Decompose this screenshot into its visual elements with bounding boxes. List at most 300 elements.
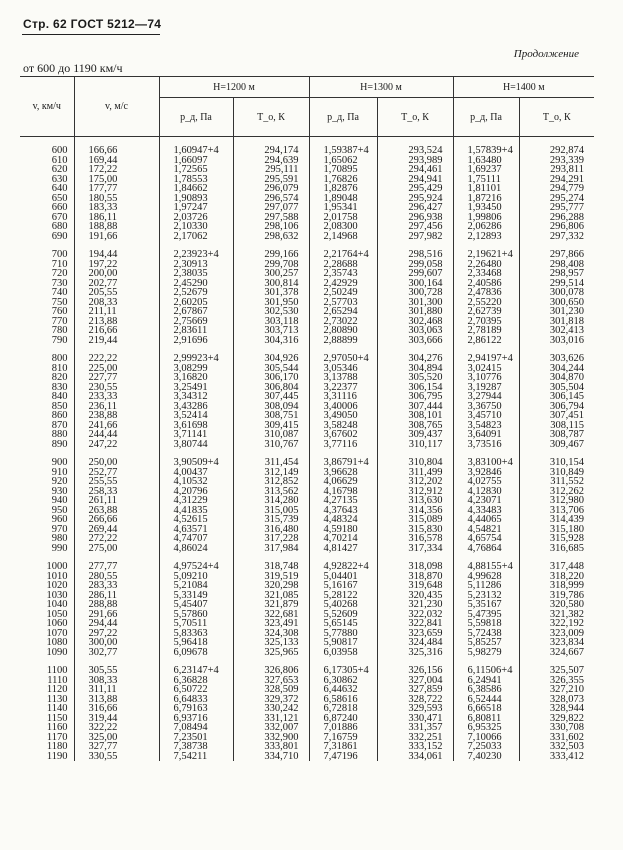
table-cell: 5,98279 [453,648,519,658]
table-cell: 690 [51,231,68,241]
table-cell: 309,415 [233,421,309,431]
table-cell: 308,787 [519,430,594,440]
table-cell: 5,21084 [159,581,233,591]
table-cell: 311,552 [519,477,594,487]
table-cell: 328,722 [377,695,453,705]
table-cell: 5,11286 [453,581,519,591]
table-cell: 297,866 [519,250,594,260]
table-cell: 330,471 [377,714,453,724]
table-cell: 325,133 [233,638,309,648]
table-cell: 3,13788 [309,373,377,383]
table-cell: 1,78553 [159,175,233,185]
table-cell: 294,639 [233,156,309,166]
table-cell: 208,33 [74,298,159,308]
group-spacer [20,241,594,250]
table-cell: 322,032 [377,610,453,620]
table-cell: 6,52444 [453,695,519,705]
table-row [20,194,594,204]
table-cell: 1,60947+4 [159,146,233,156]
table-cell: 3,45710 [453,411,519,421]
table-row [20,477,594,487]
table-cell: 3,67602 [309,430,377,440]
table-cell: 6,24941 [453,676,519,686]
table-cell: 5,57860 [159,610,233,620]
table-row [20,430,594,440]
table-cell: 1020 [46,581,68,591]
table-cell: 7,08494 [159,723,233,733]
table-cell: 6,09678 [159,648,233,658]
table-cell: 5,96418 [159,638,233,648]
table-cell: 320,580 [519,600,594,610]
table-cell: 302,530 [233,307,309,317]
table-row [20,534,594,544]
table-cell: 1,99806 [453,213,519,223]
table-cell: 1,57839+4 [453,146,519,156]
table-cell: 326,806 [233,666,309,676]
table-cell: 328,944 [519,704,594,714]
table-cell: 650 [51,193,68,203]
group-spacer [20,449,594,458]
table-cell: 312,980 [519,496,594,506]
table-cell: 307,445 [233,392,309,402]
table-cell: 6,03958 [309,648,377,658]
table-cell: 293,339 [519,156,594,166]
table-cell: 1,59387+4 [309,146,377,156]
table-cell: 310,117 [377,440,453,450]
table-cell: 300,257 [233,269,309,279]
table-cell: 1070 [46,628,68,638]
table-cell: 298,632 [233,232,309,242]
table-cell: 327,210 [519,685,594,695]
table-cell: 1160 [46,723,68,733]
table-cell: 6,50722 [159,685,233,695]
table-row [20,354,594,364]
table-cell: 325,507 [519,666,594,676]
table-cell: 4,02755 [453,477,519,487]
table-cell: 325,316 [377,648,453,658]
col-header-h1400: H=1400 м [453,77,594,98]
table-cell: 296,938 [377,213,453,223]
table-cell: 4,44065 [453,515,519,525]
table-cell: 1,65062 [309,156,377,166]
table-row [20,506,594,516]
table-cell: 4,63571 [159,525,233,535]
table-cell: 1,69237 [453,165,519,175]
table-cell: 216,66 [74,326,159,336]
table-cell: 2,42929 [309,279,377,289]
table-cell: 3,02415 [453,364,519,374]
table-row [20,288,594,298]
table-cell: 294,44 [74,619,159,629]
table-cell: 301,950 [233,298,309,308]
table-cell: 325,965 [233,648,309,658]
table-cell: 2,14968 [309,232,377,242]
table-cell: 4,12830 [453,487,519,497]
table-cell: 301,880 [377,307,453,317]
table-cell: 327,859 [377,685,453,695]
table-cell: 4,41835 [159,506,233,516]
col-header-t-3: T_о, К [519,98,594,137]
group-spacer [20,345,594,354]
table-cell: 1,84662 [159,184,233,194]
table-cell: 3,54823 [453,421,519,431]
table-cell: 1050 [46,609,68,619]
col-header-h1300: H=1300 м [309,77,453,98]
table-cell: 6,30862 [309,676,377,686]
table-row [20,364,594,374]
table-cell: 1120 [46,685,68,695]
table-cell: 810 [51,363,68,373]
table-cell: 1,82876 [309,184,377,194]
table-cell: 1,76826 [309,175,377,185]
table-cell: 301,230 [519,307,594,317]
table-cell: 305,544 [233,364,309,374]
table-cell: 332,900 [233,733,309,743]
table-cell: 327,653 [233,676,309,686]
table-cell: 316,480 [233,525,309,535]
table-cell: 5,16167 [309,581,377,591]
table-cell: 600 [51,146,68,156]
table-cell: 1,97247 [159,203,233,213]
table-cell: 6,95325 [453,723,519,733]
table-cell: 930 [51,486,68,496]
table-row [20,487,594,497]
table-cell: 301,378 [233,288,309,298]
table-row [20,648,594,658]
table-cell: 205,55 [74,288,159,298]
table-cell: 2,40586 [453,279,519,289]
table-row [20,213,594,223]
table-cell: 318,999 [519,581,594,591]
table-cell: 4,27135 [309,496,377,506]
table-cell: 330,708 [519,723,594,733]
table-row [20,610,594,620]
table-cell: 3,52414 [159,411,233,421]
table-cell: 175,00 [74,175,159,185]
table-cell: 4,52615 [159,515,233,525]
table-cell: 334,061 [377,752,453,762]
table-row [20,373,594,383]
table-cell: 295,111 [233,165,309,175]
table-cell: 2,94197+4 [453,354,519,364]
table-cell: 305,504 [519,383,594,393]
table-cell: 321,382 [519,610,594,620]
table-row [20,411,594,421]
table-cell: 314,356 [377,506,453,516]
table-row [20,752,594,762]
table-cell: 186,11 [74,213,159,223]
table-row [20,222,594,232]
table-cell: 6,38586 [453,685,519,695]
table-cell: 309,437 [377,430,453,440]
table-cell: 6,93716 [159,714,233,724]
table-cell: 6,72818 [309,704,377,714]
table-cell: 3,22377 [309,383,377,393]
table-cell: 329,593 [377,704,453,714]
table-cell: 330,242 [233,704,309,714]
table-cell: 321,085 [233,591,309,601]
table-cell: 322,192 [519,619,594,629]
table-cell: 890 [51,439,68,449]
table-cell: 5,83363 [159,629,233,639]
table-cell: 4,31229 [159,496,233,506]
table-cell: 298,516 [377,250,453,260]
table-cell: 294,291 [519,175,594,185]
table-cell: 303,713 [233,326,309,336]
table-cell: 850 [51,401,68,411]
table-cell: 3,80744 [159,440,233,450]
table-cell: 3,71141 [159,430,233,440]
table-cell: 1060 [46,619,68,629]
table-cell: 840 [51,392,68,402]
table-cell: 305,520 [377,373,453,383]
table-cell: 324,484 [377,638,453,648]
table-cell: 330,55 [74,752,159,762]
table-cell: 6,58616 [309,695,377,705]
table-cell: 310,767 [233,440,309,450]
table-row [20,685,594,695]
table-cell: 308,094 [233,402,309,412]
table-row [20,260,594,270]
table-cell: 314,280 [233,496,309,506]
table-cell: 323,009 [519,629,594,639]
table-cell: 247,22 [74,440,159,450]
table-cell: 292,874 [519,146,594,156]
table-cell: 308,115 [519,421,594,431]
table-cell: 299,708 [233,260,309,270]
table-cell: 258,33 [74,487,159,497]
table-cell: 970 [51,524,68,534]
table-cell: 7,47196 [309,752,377,762]
table-cell: 4,16798 [309,487,377,497]
table-cell: 4,06629 [309,477,377,487]
table-row [20,383,594,393]
table-cell: 310,804 [377,458,453,468]
table-cell: 297,22 [74,629,159,639]
table-cell: 295,777 [519,203,594,213]
table-cell: 255,55 [74,477,159,487]
table-cell: 960 [51,515,68,525]
table-cell: 332,251 [377,733,453,743]
table-cell: 300,814 [233,279,309,289]
table-cell: 315,739 [233,515,309,525]
col-header-v-ms: v, м/с [74,77,159,137]
table-cell: 250,00 [74,458,159,468]
table-cell: 296,806 [519,222,594,232]
table-cell: 301,300 [377,298,453,308]
table-cell: 323,659 [377,629,453,639]
table-row [20,525,594,535]
table-row [20,600,594,610]
table-cell: 2,78189 [453,326,519,336]
table-cell: 3,16820 [159,373,233,383]
table-cell: 6,23147+4 [159,666,233,676]
table-cell: 620 [51,165,68,175]
table-cell: 5,85257 [453,638,519,648]
table-cell: 326,156 [377,666,453,676]
table-cell: 299,607 [377,269,453,279]
col-header-h1200: H=1200 м [159,77,309,98]
table-cell: 4,20796 [159,487,233,497]
table-cell: 1110 [47,675,68,685]
table-cell: 3,49050 [309,411,377,421]
table-cell: 3,34312 [159,392,233,402]
table-cell: 4,23071 [453,496,519,506]
group-spacer [20,553,594,562]
table-cell: 319,44 [74,714,159,724]
table-cell: 304,244 [519,364,594,374]
table-cell: 5,35167 [453,600,519,610]
table-cell: 5,47395 [453,610,519,620]
table-cell: 3,90509+4 [159,458,233,468]
table-cell: 6,87240 [309,714,377,724]
table-row [20,704,594,714]
table-cell: 1,93450 [453,203,519,213]
table-cell: 300,650 [519,298,594,308]
table-cell: 303,063 [377,326,453,336]
table-cell: 304,316 [233,336,309,346]
table-cell: 312,852 [233,477,309,487]
table-cell: 302,77 [74,648,159,658]
table-cell: 295,924 [377,194,453,204]
table-cell: 2,88899 [309,336,377,346]
col-header-pd-2: p_д, Па [309,98,377,137]
table-cell: 304,894 [377,364,453,374]
col-header-v-kmh: v, км/ч [20,77,74,137]
table-cell: 780 [51,326,68,336]
table-row [20,317,594,327]
table-cell: 329,372 [233,695,309,705]
table-cell: 304,926 [233,354,309,364]
table-cell: 6,17305+4 [309,666,377,676]
table-cell: 318,220 [519,572,594,582]
table-cell: 4,99628 [453,572,519,582]
table-cell: 269,44 [74,525,159,535]
table-cell: 252,77 [74,468,159,478]
table-cell: 6,36828 [159,676,233,686]
table-cell: 3,10776 [453,373,519,383]
table-row [20,572,594,582]
table-cell: 3,05346 [309,364,377,374]
table-cell: 299,514 [519,279,594,289]
table-cell: 325,00 [74,733,159,743]
table-cell: 1000 [46,562,68,572]
table-row [20,146,594,156]
table-cell: 294,941 [377,175,453,185]
table-cell: 328,073 [519,695,594,705]
table-row [20,336,594,346]
table-cell: 4,97524+4 [159,562,233,572]
table-cell: 3,86791+4 [309,458,377,468]
table-cell: 2,57703 [309,298,377,308]
table-cell: 1040 [46,600,68,610]
table-cell: 2,52679 [159,288,233,298]
table-row [20,440,594,450]
table-cell: 310,154 [519,458,594,468]
table-cell: 306,795 [377,392,453,402]
table-cell: 316,578 [377,534,453,544]
table-row [20,250,594,260]
table-cell: 2,83611 [159,326,233,336]
table-cell: 7,38738 [159,742,233,752]
table-cell: 319,519 [233,572,309,582]
table-row [20,184,594,194]
table-cell: 177,77 [74,184,159,194]
table-cell: 298,106 [233,222,309,232]
table-cell: 303,016 [519,336,594,346]
table-cell: 4,86024 [159,544,233,554]
table-cell: 2,06286 [453,222,519,232]
table-cell: 1130 [46,694,68,704]
table-cell: 324,667 [519,648,594,658]
table-cell: 331,121 [233,714,309,724]
table-cell: 2,65294 [309,307,377,317]
table-cell: 334,710 [233,752,309,762]
table-cell: 1140 [46,704,68,714]
table-cell: 319,648 [377,581,453,591]
table-cell: 2,50249 [309,288,377,298]
table-cell: 2,01758 [309,213,377,223]
table-cell: 322,841 [377,619,453,629]
table-cell: 2,28688 [309,260,377,270]
table-cell: 307,444 [377,402,453,412]
table-cell: 2,55220 [453,298,519,308]
table-cell: 1,66097 [159,156,233,166]
table-cell: 670 [51,212,68,222]
table-cell: 222,22 [74,354,159,364]
table-cell: 2,80890 [309,326,377,336]
table-cell: 275,00 [74,544,159,554]
table-cell: 610 [51,155,68,165]
table-cell: 820 [51,373,68,383]
table-cell: 5,23132 [453,591,519,601]
table-cell: 213,88 [74,317,159,327]
table-cell: 323,491 [233,619,309,629]
table-cell: 313,706 [519,506,594,516]
table-cell: 300,164 [377,279,453,289]
table-cell: 327,004 [377,676,453,686]
table-cell: 4,48324 [309,515,377,525]
table-cell: 4,10532 [159,477,233,487]
table-cell: 730 [51,278,68,288]
table-cell: 311,11 [74,685,159,695]
table-cell: 3,40006 [309,402,377,412]
table-cell: 6,79163 [159,704,233,714]
table-cell: 3,61698 [159,421,233,431]
table-cell: 303,626 [519,354,594,364]
table-row [20,629,594,639]
table-cell: 294,174 [233,146,309,156]
table-cell: 303,118 [233,317,309,327]
table-cell: 980 [51,534,68,544]
table-cell: 315,830 [377,525,453,535]
table-cell: 331,602 [519,733,594,743]
table-cell: 312,202 [377,477,453,487]
table-cell: 740 [51,288,68,298]
table-row [20,298,594,308]
table-cell: 322,22 [74,723,159,733]
table-cell: 302,468 [377,317,453,327]
table-cell: 306,145 [519,392,594,402]
table-cell: 238,88 [74,411,159,421]
table-cell: 4,88155+4 [453,562,519,572]
table-row [20,714,594,724]
table-cell: 202,77 [74,279,159,289]
table-cell: 2,38035 [159,269,233,279]
table-row [20,496,594,506]
table-cell: 312,149 [233,468,309,478]
table-cell: 304,870 [519,373,594,383]
